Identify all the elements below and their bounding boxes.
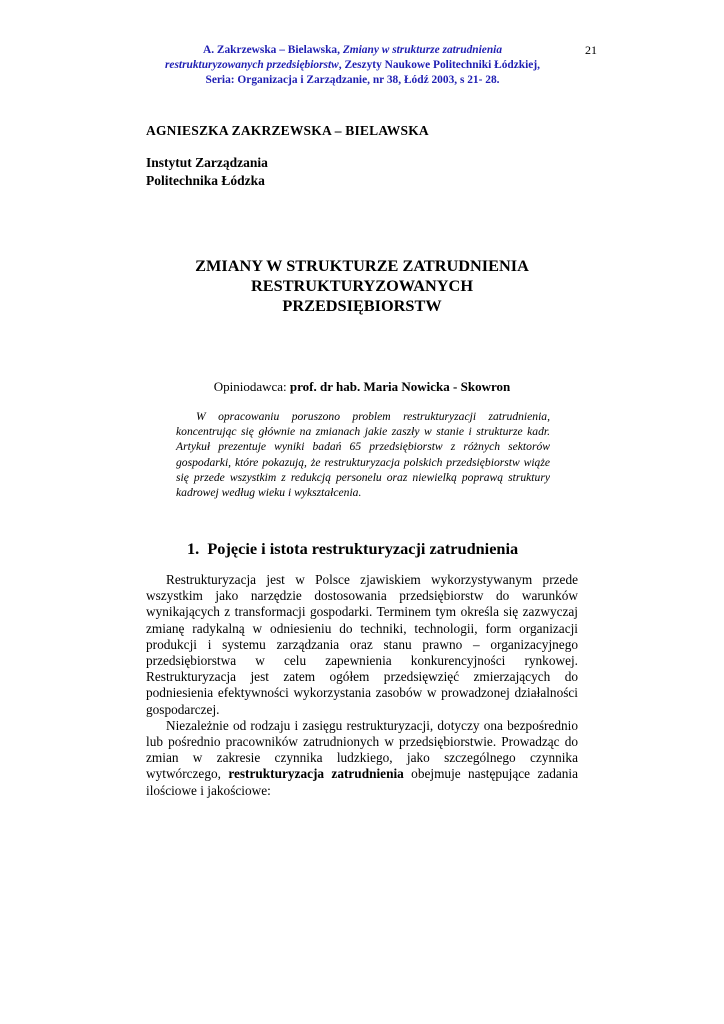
paragraph-2-end: obejmuje następujące zadania ilościowe i jakościowe:: [146, 766, 578, 798]
affiliation-institute: Instytut Zarządzania: [146, 155, 268, 170]
reviewer-label: Opiniodawca:: [213, 379, 290, 394]
section-heading: [187, 539, 518, 559]
reviewer: [146, 379, 578, 395]
section-number: 1.: [187, 539, 200, 558]
affiliation-university: Politechnika Łódzka: [146, 173, 265, 188]
body-paragraph-1: Restrukturyzacja jest w Polsce zjawiskiem wykorzystywanym przede wszystkim jako narzędzie dostosowania przedsiębiorstw do warunków wynikających z transformacji gospodarki. Terminem tym określa się zazwyczaj zmianę radykalną w odniesieniu do techniki, technologii, form organizacji produkcji i systemu zarządzania oraz stanu prawno – organizacyjnego przedsiębiorstwa w celu zapewnienia konkurencyjności rynkowej. Restrukturyzacja jest zatem ogółem przedsięwzięć zmierzających do podniesienia efektywności wykorzystania zasobów w prowadzonej działalności gospodarczej.: [146, 572, 578, 717]
paragraph-2-bold-term: restrukturyzacja zatrudnienia: [228, 766, 404, 782]
citation-journal: , Zeszyty Naukowe Politechniki Łódzkiej,: [338, 59, 540, 71]
citation-line-2: [140, 58, 565, 73]
abstract: W opracowaniu poruszono problem restrukturyzacji zatrudnienia, koncentrując się głównie na zmianach jakie zaszły w stanie i strukturze kadr. Artykuł prezentuje wyniki badań 65 przedsiębiorstw z różnych sektorów gospodarki, które pokazują, że restrukturyzacja polskich przedsiębiorstw wiąże się przede wszystkim z redukcją personelu oraz niewielką poprawą struktury kadrowej według wieku i wykształcenia.: [176, 410, 550, 500]
citation-title-part-2: restrukturyzowanych przedsiębiorstw: [165, 59, 339, 71]
title-line-2: RESTRUKTURYZOWANYCH: [251, 276, 473, 295]
body-paragraph-2: [146, 718, 578, 799]
reviewer-name: prof. dr hab. Maria Nowicka - Skowron: [289, 379, 511, 394]
affiliation: [146, 154, 268, 190]
citation-line-1: [140, 43, 565, 58]
author-name: AGNIESZKA ZAKRZEWSKA – BIELAWSKA: [146, 123, 429, 138]
title-line-1: ZMIANY W STRUKTURZE ZATRUDNIENIA: [195, 256, 529, 275]
title-line-3: PRZEDSIĘBIORSTW: [282, 296, 442, 315]
citation-title-part-1: Zmiany w strukturze zatrudnienia: [342, 44, 503, 56]
section-title: Pojęcie i istota restrukturyzacji zatrudnienia: [207, 539, 519, 558]
page-number: 21: [585, 43, 597, 57]
body-text: [146, 572, 578, 799]
citation-line-3: Seria: Organizacja i Zarządzanie, nr 38, Łódź 2003, s 21- 28.: [205, 74, 500, 86]
paper-title: [146, 256, 578, 316]
citation-header: [140, 43, 565, 88]
citation-author: A. Zakrzewska – Bielawska,: [202, 44, 343, 56]
paragraph-2-start: Niezależnie od rodzaju i zasięgu restrukturyzacji, dotyczy ona bezpośrednio lub pośrednio pracowników zatrudnionych w przedsiębiorstwie. Prowadząc do zmian w zakresie czynnika ludzkiego, jako szczególnego czynnika wytwórczego,: [146, 717, 578, 782]
